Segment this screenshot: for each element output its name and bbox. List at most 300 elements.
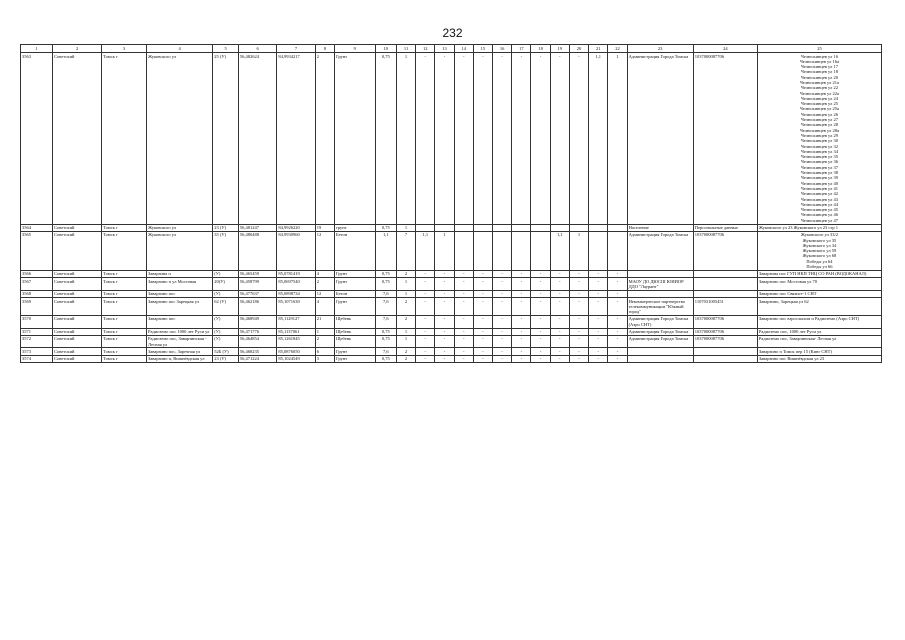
table-cell: 85,1137061: [277, 328, 315, 335]
table-cell: 1,1: [550, 231, 569, 270]
column-header: 18: [531, 45, 550, 53]
table-cell: 2: [396, 348, 415, 355]
address-line: Челюскинцев ул 21а: [799, 79, 839, 85]
table-cell: -: [454, 328, 473, 335]
table-cell: Заварзино пос, Заречная ул: [147, 348, 213, 355]
table-cell: -: [531, 290, 550, 297]
address-line: Челюскинцев ул 16: [800, 53, 838, 59]
address-line: Челюскинцев ул 27: [800, 117, 838, 123]
table-cell: [473, 231, 492, 270]
table-cell: -: [531, 298, 550, 316]
table-cell: -: [416, 53, 435, 225]
table-cell: Советский: [53, 290, 102, 297]
table-row: [21, 290, 882, 297]
table-cell: Грунт: [335, 355, 376, 362]
table-row: [21, 328, 882, 335]
table-cell: 1: [396, 224, 415, 231]
table-cell: [416, 224, 435, 231]
table-cell: Томск г: [102, 335, 147, 348]
table-cell: -: [512, 315, 531, 328]
table-cell: 1: [396, 290, 415, 297]
table-cell: 56,481247: [238, 224, 276, 231]
table-cell: [627, 348, 693, 355]
table-cell: [454, 224, 473, 231]
table-cell: -: [473, 290, 492, 297]
table-cell: [512, 224, 531, 231]
table-row: [21, 231, 882, 270]
table-cell: 56,471224: [238, 355, 276, 362]
table-cell: 1: [569, 231, 588, 270]
table-cell: 1: [396, 335, 415, 348]
table-cell: 56,464854: [238, 335, 276, 348]
table-cell: -: [473, 53, 492, 225]
table-cell: 85,1129127: [277, 315, 315, 328]
column-header: 15: [473, 45, 492, 53]
table-cell: МАОУ ДО ДЮСШ ЮНИОР ДДО "Лаурант": [627, 278, 693, 291]
table-cell: 2: [396, 270, 415, 277]
table-cell: [531, 224, 550, 231]
column-header: 9: [335, 45, 376, 53]
table-cell: -: [416, 348, 435, 355]
table-cell: Заварзина пос ГУП НКП ТНЦ СО РАН (ВОДОКАНАЛ): [757, 270, 881, 277]
table-cell: (У): [213, 315, 239, 328]
table-cell: -: [531, 53, 550, 225]
address-line: Челюскинцев ул 28: [800, 122, 838, 128]
table-cell: [493, 224, 512, 231]
table-cell: (У): [213, 335, 239, 348]
table-cell: Жуковского ул: [147, 53, 213, 225]
address-line: Челюскинцев ул 26: [800, 111, 838, 117]
table-cell: 56,458799: [238, 278, 276, 291]
column-header: 25: [757, 45, 881, 53]
table-cell: -: [550, 270, 569, 277]
table-cell: -: [589, 328, 608, 335]
table-cell: Некоммерческое партнерство телекоммуникации "Южный город": [627, 298, 693, 316]
table-cell: -: [608, 355, 627, 362]
table-cell: Советский: [53, 315, 102, 328]
table-cell: -: [454, 270, 473, 277]
table-cell: -: [435, 270, 454, 277]
table-cell: 12: [315, 290, 334, 297]
table-cell: 1037000087706: [693, 53, 757, 225]
table-cell: Томск г: [102, 348, 147, 355]
table-cell: Советский: [53, 348, 102, 355]
table-cell: 56,477637: [238, 290, 276, 297]
table-cell: Бетон: [335, 290, 376, 297]
table-cell: Жуковского ул: [147, 224, 213, 231]
table-cell: [493, 231, 512, 270]
table-cell: -: [512, 328, 531, 335]
table-cell: 0,75: [375, 224, 396, 231]
table-cell: 2: [396, 355, 415, 362]
table-cell: -: [531, 348, 550, 355]
table-cell: Администрация Города Томска: [627, 328, 693, 335]
table-cell: Радиоземо пос, 1000 лет Руси ул: [757, 328, 881, 335]
table-cell: Томск г: [102, 290, 147, 297]
address-line: Челюскинцев ул 30: [800, 138, 838, 144]
table-cell: Советский: [53, 231, 102, 270]
table-cell: -: [608, 335, 627, 348]
table-cell: 1037000087706: [693, 315, 757, 328]
column-header: 3: [102, 45, 147, 53]
address-line: Челюскинцев ул 46: [800, 212, 838, 218]
table-cell: -: [608, 315, 627, 328]
table-cell: 6: [315, 348, 334, 355]
table-cell: -: [550, 53, 569, 225]
table-cell: Грунт: [335, 298, 376, 316]
table-cell: Советский: [53, 278, 102, 291]
table-cell: Советский: [53, 53, 102, 225]
table-cell: -: [473, 348, 492, 355]
table-cell: -: [589, 355, 608, 362]
table-cell: Заварзино пос: [147, 290, 213, 297]
table-cell: -: [416, 298, 435, 316]
table-cell: [589, 231, 608, 270]
address-line: Жуковского ул 59: [802, 248, 837, 254]
table-cell: -: [416, 270, 435, 277]
table-cell: -: [569, 328, 588, 335]
table-cell: Грунт: [335, 270, 376, 277]
table-cell: 3568: [21, 290, 53, 297]
table-cell: Заварзино п Томск пер 15 (Кинг СНТ): [757, 348, 881, 355]
table-cell: -: [569, 290, 588, 297]
table-cell: Грунт: [335, 278, 376, 291]
address-line: Челюскинцев ул 37: [800, 164, 838, 170]
table-cell: Томск г: [102, 53, 147, 225]
table-cell: Томск г: [102, 315, 147, 328]
column-header: 13: [435, 45, 454, 53]
table-cell: Жуковского ул: [147, 231, 213, 270]
table-cell: Советский: [53, 224, 102, 231]
table-cell: 3574: [21, 355, 53, 362]
table-cell: Население: [627, 224, 693, 231]
table-cell: 21: [315, 315, 334, 328]
table-cell: Заварзино п ул Мостовая: [147, 278, 213, 291]
table-cell: Персональные данные: [693, 224, 757, 231]
table-cell: -: [454, 335, 473, 348]
table-row: [21, 224, 882, 231]
address-line: Челюскинцев ул 36: [800, 159, 838, 165]
table-cell: -: [435, 278, 454, 291]
table-cell: 4: [315, 270, 334, 277]
address-line: Жуковского ул 34: [802, 242, 837, 248]
table-cell: 0,75: [375, 270, 396, 277]
table-cell: Заварзино пос: [147, 315, 213, 328]
address-line: Челюскинцев ул 41: [800, 185, 838, 191]
table-cell: -: [493, 270, 512, 277]
column-header: 4: [147, 45, 213, 53]
address-line: Жуковского ул 35: [802, 237, 837, 243]
address-line: Челюскинцев ул 22: [800, 85, 838, 91]
table-cell: 3571: [21, 328, 53, 335]
table-cell: (У): [213, 290, 239, 297]
address-line: Челюскинцев ул 35: [800, 154, 838, 160]
table-cell: 84,9926220: [277, 224, 315, 231]
table-cell: -: [493, 348, 512, 355]
table-cell: Администрация Города Томска: [627, 335, 693, 348]
table-cell: 56,480488: [238, 231, 276, 270]
table-cell: Щебень: [335, 315, 376, 328]
table-cell: Администрация Города Томска: [627, 231, 693, 270]
table-cell: [454, 231, 473, 270]
table-cell: -: [493, 315, 512, 328]
table-cell: 35 (У): [213, 231, 239, 270]
table-cell: 1: [396, 328, 415, 335]
table-cell: Заварзино пос Вишнёвдская ул 23: [757, 355, 881, 362]
table-cell: -: [550, 328, 569, 335]
header-row: [21, 45, 882, 53]
table-cell: [435, 224, 454, 231]
table-cell: Советский: [53, 355, 102, 362]
table-cell: -: [473, 270, 492, 277]
table-cell: 2: [396, 298, 415, 316]
table-cell: 85,0876050: [277, 348, 315, 355]
table-cell: -: [569, 278, 588, 291]
table-cell: -: [493, 328, 512, 335]
table-cell: -: [512, 270, 531, 277]
table-cell: Заварзино, Зарецкая ул 62: [757, 298, 881, 316]
table-cell: [627, 270, 693, 277]
table-cell: [589, 224, 608, 231]
table-cell: 3573: [21, 348, 53, 355]
table-cell: 4: [315, 298, 334, 316]
table-cell: -: [454, 298, 473, 316]
column-header: 10: [375, 45, 396, 53]
table-cell: -: [589, 315, 608, 328]
table-cell: 7,6: [375, 348, 396, 355]
table-cell: 7,6: [375, 298, 396, 316]
table-cell: (У): [213, 328, 239, 335]
address-line: Челюскинцев ул 25а: [799, 106, 839, 112]
address-line: Победы ул 64: [806, 258, 833, 264]
table-cell: 56,468949: [238, 315, 276, 328]
table-cell: -: [435, 328, 454, 335]
table-cell: -: [569, 355, 588, 362]
table-cell: -: [589, 290, 608, 297]
table-cell: -: [569, 315, 588, 328]
table-cell: -: [416, 315, 435, 328]
table-cell: 1,1: [589, 53, 608, 225]
table-cell: 85,1024549: [277, 355, 315, 362]
table-cell: -: [416, 355, 435, 362]
registry-table: [20, 44, 882, 363]
table-cell: 56,482624: [238, 53, 276, 225]
table-cell: 3570: [21, 315, 53, 328]
table-cell: -: [589, 335, 608, 348]
table-cell: -: [454, 290, 473, 297]
table-cell: -: [435, 298, 454, 316]
table-cell: 1: [315, 328, 334, 335]
table-cell: -: [531, 278, 550, 291]
table-cell: -: [589, 270, 608, 277]
table-cell: [608, 231, 627, 270]
table-cell: -: [435, 355, 454, 362]
table-cell: -: [589, 348, 608, 355]
table-cell: Советский: [53, 270, 102, 277]
table-cell: 7,6: [375, 315, 396, 328]
address-line: Челюскинцев ул 34: [800, 148, 838, 154]
table-cell: -: [569, 298, 588, 316]
table-cell: [757, 231, 881, 270]
table-cell: [569, 224, 588, 231]
address-line: Победы ул 66: [806, 264, 833, 270]
column-header: 7: [277, 45, 315, 53]
table-cell: Заварзино пос Зарецкая ул: [147, 298, 213, 316]
table-cell: [693, 278, 757, 291]
table-cell: 56,462186: [238, 298, 276, 316]
table-cell: -: [473, 355, 492, 362]
column-header: 23: [627, 45, 693, 53]
table-cell: 1: [396, 53, 415, 225]
address-line: Челюскинцев ул 40: [800, 180, 838, 186]
table-cell: -: [608, 298, 627, 316]
table-cell: 3569: [21, 298, 53, 316]
table-cell: -: [550, 290, 569, 297]
table-cell: -: [531, 335, 550, 348]
table-cell: [693, 348, 757, 355]
address-line: Челюскинцев ул 16а: [799, 58, 839, 64]
table-cell: -: [416, 278, 435, 291]
table-cell: -: [569, 53, 588, 225]
table-cell: Заварзино пос взрослыхом и Радиоземо (Аэро СНТ): [757, 315, 881, 328]
address-line: Челюскинцев ул 20: [800, 74, 838, 80]
column-header: 6: [238, 45, 276, 53]
table-cell: 85,1261845: [277, 335, 315, 348]
table-cell: 0,75: [375, 328, 396, 335]
table-cell: 3567: [21, 278, 53, 291]
table-cell: 0,75: [375, 355, 396, 362]
table-cell: 1037000087706: [693, 335, 757, 348]
table-cell: 0,75: [375, 53, 396, 225]
address-line: Челюскинцев ул 25: [800, 101, 838, 107]
table-cell: 85,0697540: [277, 278, 315, 291]
table-cell: Советский: [53, 335, 102, 348]
table-cell: -: [550, 315, 569, 328]
table-cell: [693, 355, 757, 362]
table-cell: -: [512, 278, 531, 291]
table-cell: Грунт: [335, 348, 376, 355]
address-line: Челюскинцев ул 43: [800, 196, 838, 202]
table-cell: Администрация Города Томска (Аэро СНТ): [627, 315, 693, 328]
table-cell: грунт: [335, 224, 376, 231]
table-cell: 3566: [21, 270, 53, 277]
table-cell: -: [512, 298, 531, 316]
table-cell: 23 (У): [213, 355, 239, 362]
table-cell: 3565: [21, 231, 53, 270]
table-cell: Томск г: [102, 328, 147, 335]
table-cell: -: [512, 53, 531, 225]
table-cell: -: [531, 270, 550, 277]
table-cell: Радиоземо пос 1000 лет Руси ул: [147, 328, 213, 335]
table-cell: -: [493, 355, 512, 362]
table-row: [21, 298, 882, 316]
table-cell: 1,1: [375, 231, 396, 270]
table-cell: -: [589, 298, 608, 316]
table-cell: -: [512, 348, 531, 355]
table-cell: Советский: [53, 328, 102, 335]
table-cell: Томск г: [102, 355, 147, 362]
table-cell: -: [550, 355, 569, 362]
table-cell: -: [550, 298, 569, 316]
table-row: [21, 278, 882, 291]
table-cell: -: [435, 348, 454, 355]
table-cell: 56,465459: [238, 270, 276, 277]
table-cell: -: [550, 348, 569, 355]
table-cell: -: [454, 348, 473, 355]
table-cell: -: [473, 328, 492, 335]
column-header: 14: [454, 45, 473, 53]
table-cell: -: [473, 298, 492, 316]
address-line: Челюскинцев ул 44: [800, 201, 838, 207]
table-cell: 25 (У): [213, 53, 239, 225]
table-cell: 2: [396, 315, 415, 328]
table-cell: 7,6: [375, 290, 396, 297]
table-cell: 7: [396, 231, 415, 270]
table-cell: -: [531, 355, 550, 362]
address-line: Челюскинцев ул 28а: [799, 127, 839, 133]
table-cell: 1: [608, 53, 627, 225]
table-cell: 1,1: [416, 231, 435, 270]
table-cell: -: [473, 278, 492, 291]
table-cell: 1037000087706: [693, 231, 757, 270]
table-cell: [531, 231, 550, 270]
table-cell: (У): [213, 270, 239, 277]
table-cell: -: [531, 315, 550, 328]
table-cell: -: [569, 348, 588, 355]
address-line: Челюскинцев ул 18: [800, 69, 838, 75]
table-cell: -: [493, 290, 512, 297]
table-cell: Щебень: [335, 328, 376, 335]
table-cell: -: [608, 290, 627, 297]
table-row: [21, 53, 882, 225]
column-header: 5: [213, 45, 239, 53]
table-cell: 2: [315, 335, 334, 348]
table-cell: [757, 53, 881, 225]
table-cell: Томск г: [102, 231, 147, 270]
address-line: Челюскинцев ул 42: [800, 191, 838, 197]
table-cell: 3: [315, 355, 334, 362]
table-cell: 3564: [21, 224, 53, 231]
table-cell: -: [608, 270, 627, 277]
table-cell: 23 (У): [213, 224, 239, 231]
table-cell: Заварзино п, Вишнёвдская ул: [147, 355, 213, 362]
column-header: 11: [396, 45, 415, 53]
address-line: Челюскинцев ул 47: [800, 217, 838, 223]
table-cell: 52Б (У): [213, 348, 239, 355]
table-row: [21, 355, 882, 362]
column-header: 12: [416, 45, 435, 53]
table-cell: Заварзина п: [147, 270, 213, 277]
table-cell: 85,0898734: [277, 290, 315, 297]
column-header: 22: [608, 45, 627, 53]
column-header: 2: [53, 45, 102, 53]
table-cell: -: [550, 278, 569, 291]
table-cell: -: [608, 328, 627, 335]
table-cell: -: [493, 335, 512, 348]
table-cell: [627, 355, 693, 362]
table-cell: -: [435, 315, 454, 328]
table-cell: [473, 224, 492, 231]
column-header: 8: [315, 45, 334, 53]
table-cell: Грунт: [335, 53, 376, 225]
table-cell: -: [569, 335, 588, 348]
table-cell: -: [512, 335, 531, 348]
table-cell: Бетон: [335, 231, 376, 270]
table-cell: Томск г: [102, 224, 147, 231]
table-cell: -: [454, 278, 473, 291]
address-line: Челюскинцев ул 38: [800, 170, 838, 176]
table-cell: -: [608, 348, 627, 355]
